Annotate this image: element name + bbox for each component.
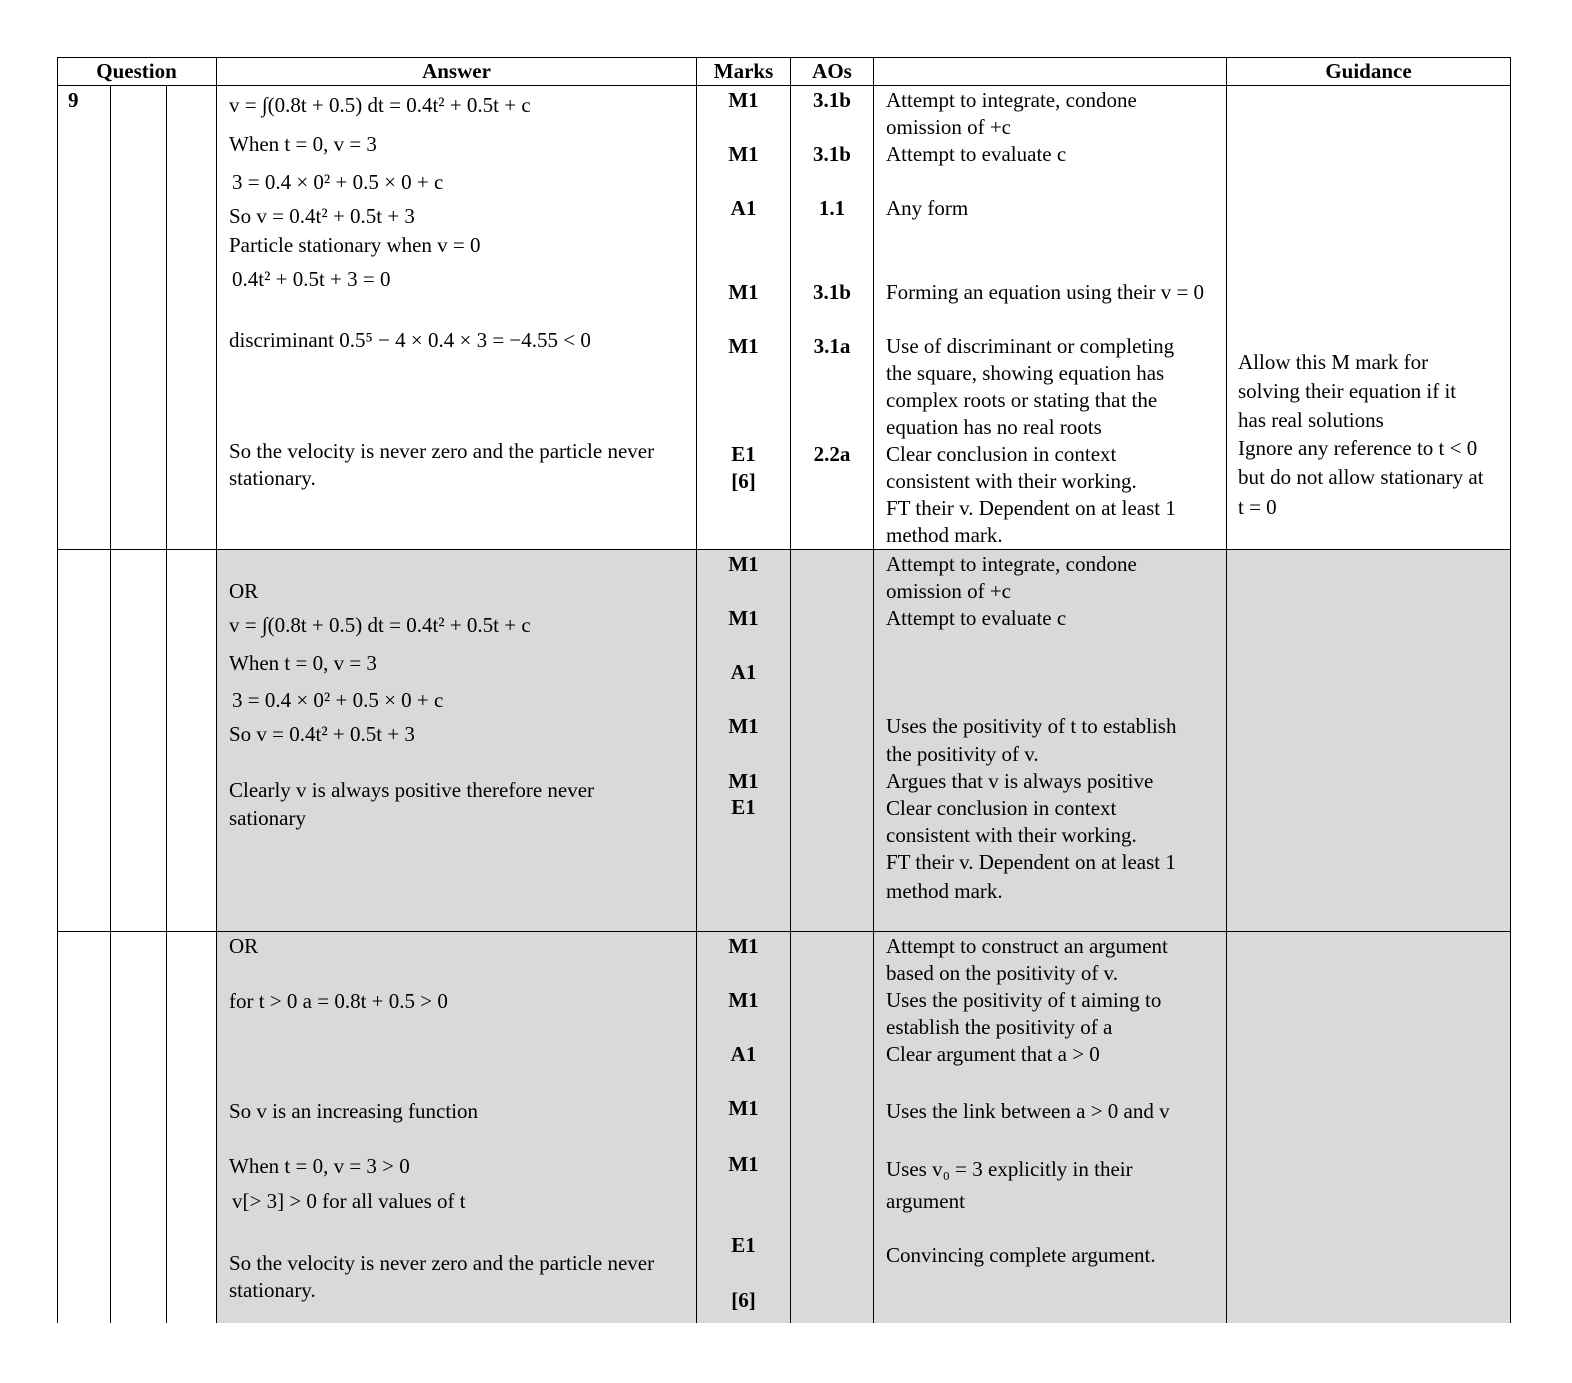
mark: M1 <box>728 606 759 630</box>
comment-line: Uses v₀ = 3 explicitly in their <box>886 1157 1133 1181</box>
mark: A1 <box>730 660 757 684</box>
answer-line: Clearly v is always positive therefore never <box>229 778 595 802</box>
comment-line: Attempt to integrate, condone <box>886 552 1137 576</box>
comment-line: Uses the positivity of t aiming to <box>886 988 1162 1012</box>
grid-line <box>1510 57 1511 1323</box>
mark: M1 <box>728 1152 759 1176</box>
comment-line: complex roots or stating that the <box>886 388 1158 412</box>
mark: M1 <box>728 714 759 738</box>
comment-line: Argues that v is always positive <box>886 769 1154 793</box>
mark-total: [6] <box>731 1288 756 1312</box>
mark: A1 <box>730 196 757 220</box>
ao: 3.1b <box>813 142 851 166</box>
comment-line: Attempt to integrate, condone <box>886 88 1137 112</box>
ao: 3.1a <box>813 334 851 358</box>
guidance-line: Allow this M mark for <box>1238 350 1429 374</box>
mark: M1 <box>728 934 759 958</box>
answer-line: When t = 0, v = 3 <box>229 651 377 675</box>
answer-line: So v = 0.4t² + 0.5t + 3 <box>229 204 415 228</box>
ao: 3.1b <box>813 280 851 304</box>
guidance-line: but do not allow stationary at <box>1238 465 1484 489</box>
comment-line: Use of discriminant or completing <box>886 334 1175 358</box>
comment-line: Forming an equation using their v = 0 <box>886 280 1205 304</box>
answer-line: So v is an increasing function <box>229 1099 479 1123</box>
guidance-line: has real solutions <box>1238 408 1384 432</box>
answer-line: So the velocity is never zero and the particle never <box>229 439 655 463</box>
answer-line: discriminant 0.5⁵ − 4 × 0.4 × 3 = −4.55 < 0 <box>229 328 591 352</box>
answer-line: 0.4t² + 0.5t + 3 = 0 <box>232 267 391 291</box>
comment-line: method mark. <box>886 879 1003 903</box>
comment-line: omission of +c <box>886 115 1012 139</box>
comment-line: Attempt to evaluate c <box>886 606 1067 630</box>
comment-line: argument <box>886 1189 965 1213</box>
mark-scheme-table <box>57 57 1511 1323</box>
comment-line: based on the positivity of v. <box>886 961 1118 985</box>
answer-line: 3 = 0.4 × 0² + 0.5 × 0 + c <box>232 688 444 712</box>
comment-line: the positivity of v. <box>886 742 1039 766</box>
grid-line <box>216 57 217 1323</box>
answer-line: So the velocity is never zero and the particle never <box>229 1251 655 1275</box>
answer-line: v = ∫(0.8t + 0.5) dt = 0.4t² + 0.5t + c <box>229 613 531 637</box>
guidance-line: solving their equation if it <box>1238 379 1457 403</box>
grid-line <box>166 85 167 1323</box>
grid-line <box>1226 57 1227 1323</box>
comment-line: establish the positivity of a <box>886 1015 1113 1039</box>
mark: E1 <box>731 795 756 819</box>
answer-line: sationary <box>229 806 306 830</box>
guidance-line: Ignore any reference to t < 0 <box>1238 436 1478 460</box>
comment-line: Any form <box>886 196 969 220</box>
header-question: Question <box>96 59 177 83</box>
answer-line: OR <box>229 934 259 958</box>
question-number: 9 <box>68 88 79 112</box>
grid-line <box>57 85 1511 86</box>
guidance-line: t = 0 <box>1238 495 1277 519</box>
comment-line: FT their v. Dependent on at least 1 <box>886 496 1176 520</box>
header-answer: Answer <box>422 59 491 83</box>
answer-line: OR <box>229 579 259 603</box>
comment-line: Clear conclusion in context <box>886 796 1117 820</box>
comment-line: Clear conclusion in context <box>886 442 1117 466</box>
answer-line: 3 = 0.4 × 0² + 0.5 × 0 + c <box>232 170 444 194</box>
answer-line: stationary. <box>229 1278 316 1302</box>
comment-line: consistent with their working. <box>886 469 1137 493</box>
mark-total: [6] <box>731 469 756 493</box>
answer-line: v[> 3] > 0 for all values of t <box>232 1189 466 1213</box>
answer-line: When t = 0, v = 3 <box>229 132 377 156</box>
ao: 3.1b <box>813 88 851 112</box>
answer-line: When t = 0, v = 3 > 0 <box>229 1154 410 1178</box>
mark: M1 <box>728 334 759 358</box>
grid-line <box>57 57 58 1323</box>
mark: E1 <box>731 442 756 466</box>
comment-line: Uses the positivity of t to establish <box>886 714 1177 738</box>
mark: M1 <box>728 1096 759 1120</box>
mark: M1 <box>728 769 759 793</box>
grid-line <box>110 85 111 1323</box>
grid-line <box>57 931 1511 932</box>
answer-line: stationary. <box>229 466 316 490</box>
comment-line: Attempt to evaluate c <box>886 142 1067 166</box>
header-aos: AOs <box>812 59 852 83</box>
comment-line: Convincing complete argument. <box>886 1243 1156 1267</box>
mark: M1 <box>728 142 759 166</box>
comment-line: consistent with their working. <box>886 823 1137 847</box>
comment-line: Attempt to construct an argument <box>886 934 1168 958</box>
grid-line <box>873 57 874 1323</box>
comment-line: FT their v. Dependent on at least 1 <box>886 850 1176 874</box>
mark: M1 <box>728 988 759 1012</box>
mark: M1 <box>728 88 759 112</box>
comment-line: omission of +c <box>886 579 1012 603</box>
answer-line: Particle stationary when v = 0 <box>229 233 481 257</box>
comment-line: Clear argument that a > 0 <box>886 1042 1100 1066</box>
answer-line: v = ∫(0.8t + 0.5) dt = 0.4t² + 0.5t + c <box>229 93 531 117</box>
answer-line: So v = 0.4t² + 0.5t + 3 <box>229 722 415 746</box>
answer-line: for t > 0 a = 0.8t + 0.5 > 0 <box>229 989 448 1013</box>
mark: E1 <box>731 1233 756 1257</box>
grid-line <box>790 57 791 1323</box>
header-comment <box>874 57 1226 85</box>
comment-line: the square, showing equation has <box>886 361 1165 385</box>
mark: A1 <box>730 1042 757 1066</box>
mark: M1 <box>728 552 759 576</box>
comment-line: equation has no real roots <box>886 415 1102 439</box>
ao: 2.2a <box>813 442 851 466</box>
grid-line <box>57 549 1511 550</box>
mark: M1 <box>728 280 759 304</box>
grid-line <box>696 57 697 1323</box>
header-guidance: Guidance <box>1325 59 1412 83</box>
ao: 1.1 <box>818 196 846 220</box>
header-marks: Marks <box>713 59 774 83</box>
comment-line: Uses the link between a > 0 and v <box>886 1099 1170 1123</box>
comment-line: method mark. <box>886 523 1003 547</box>
